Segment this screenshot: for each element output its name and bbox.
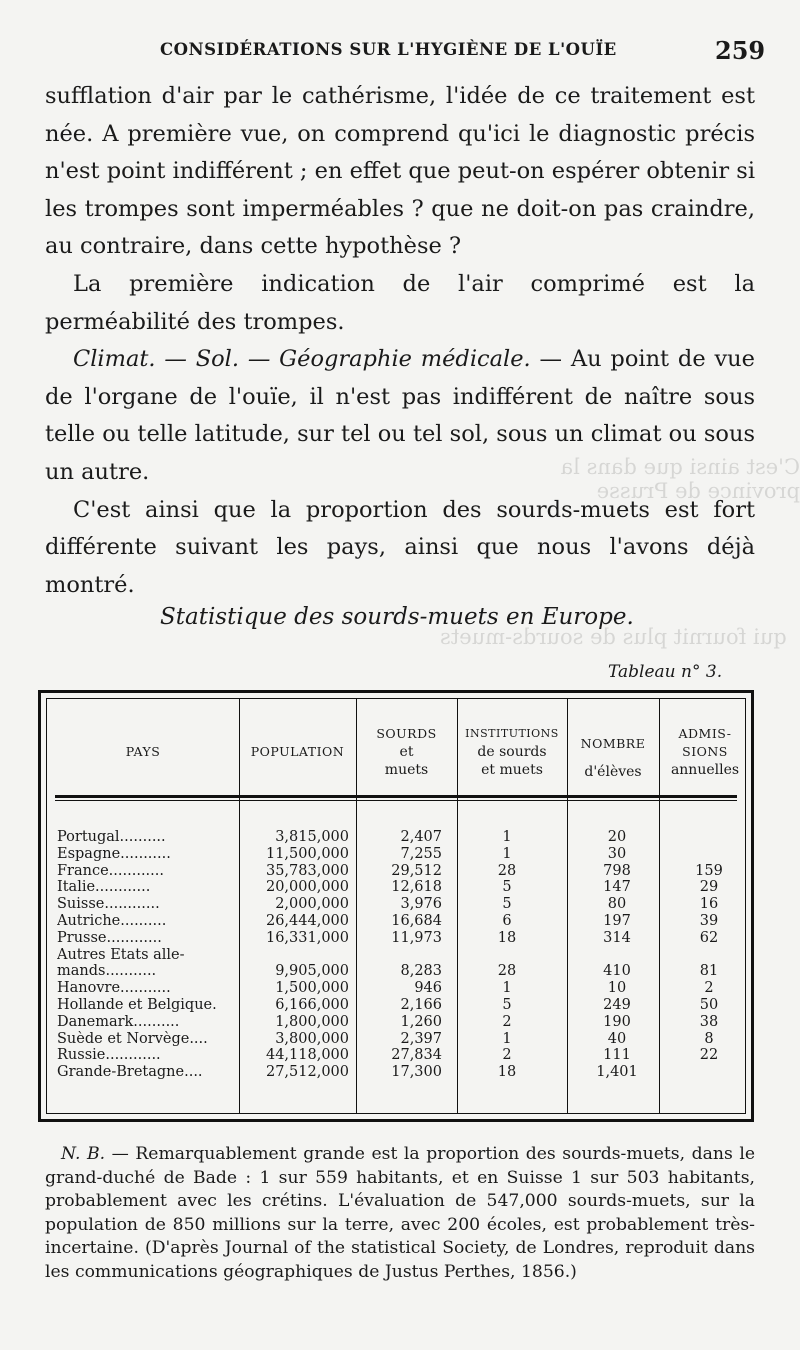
row-institutions: 1	[502, 845, 512, 862]
row-country: Suède et Norvège....	[57, 1030, 208, 1047]
row-institutions: 2	[502, 1047, 512, 1064]
row-sourds-muets: 1,260	[400, 1013, 442, 1030]
statistics-table	[38, 690, 754, 1122]
header-pays-text: PAYS	[125, 744, 161, 759]
header-sourds-muets	[356, 725, 457, 779]
row-institutions: 18	[497, 929, 517, 946]
row-admissions: 39	[699, 913, 719, 929]
row-population: 11,500,000	[265, 845, 349, 862]
row-institutions: 1	[502, 829, 512, 845]
header-institutions-line3: et muets	[481, 762, 543, 778]
row-eleves: 80	[607, 896, 627, 913]
table-row	[47, 997, 745, 1014]
paragraph-3-text: — Au point de vue de l'organe de l'ouïe, il n'est pas indifférent de naître sous telle ou telle latitude, sur tel ou tel sol, sous un climat ou sous un autre.	[45, 346, 755, 485]
row-country: Grande-Bretagne....	[57, 1064, 203, 1081]
row-country: Hollande et Belgique.	[57, 997, 217, 1013]
header-sourds-line2: et	[399, 744, 414, 760]
row-population: 20,000,000	[265, 879, 349, 896]
row-institutions: 1	[502, 980, 512, 997]
row-admissions: 22	[699, 1047, 719, 1064]
header-nombre-eleves	[567, 735, 659, 781]
row-sourds-muets: 12,618	[391, 879, 442, 896]
row-population: 1,500,000	[275, 980, 349, 997]
row-country: Autres États alle-	[57, 946, 185, 963]
row-population: 1,800,000	[275, 1013, 349, 1030]
row-sourds-muets: 2,166	[400, 997, 442, 1013]
row-eleves: 197	[603, 913, 631, 929]
row-institutions: 1	[502, 1030, 512, 1047]
row-population: 27,512,000	[265, 1064, 349, 1081]
row-institutions: 18	[497, 1064, 517, 1081]
table-row	[47, 1014, 745, 1031]
row-country: Espagne...........	[57, 845, 171, 862]
header-institutions	[457, 725, 567, 779]
header-sourds-line3: muets	[384, 762, 429, 778]
footnote-text: — Remarquablement grande est la proportion des sourds-muets, dans le grand-duché de Bade : 1 sur 559 habitants, et en Suisse 1 sur 503 habitants, probablement avec les crétins. L'évaluation de 547,000 sourds-muets, sur la population de 850 millions sur la terre, avec 200 écoles, est probablement très-incertaine. (D'après Journal of the statistical Society, de Londres, reproduit dans les communications géographiques de Justus Perthes, 1856.)	[45, 1144, 755, 1282]
paragraph-1: sufflation d'air par le cathérisme, l'idée de ce traitement est née. A première vue, on comprend qu'ici le diagnostic précis n'est point indifférent ; en effet que peut-on espérer obtenir si les trompes sont imperméables ? que ne doit-on pas craindre, au contraire, dans cette hypothèse ?	[45, 83, 756, 260]
row-population: 16,331,000	[265, 929, 349, 946]
header-admissions-line1: ADMIS-	[678, 726, 732, 741]
row-sourds-muets: 29,512	[391, 862, 442, 879]
row-sourds-muets: 27,834	[391, 1047, 442, 1064]
header-admissions-line2: SIONS	[682, 744, 728, 759]
table-row	[47, 980, 745, 997]
footnote-label: N. B.	[61, 1144, 106, 1164]
header-institutions-line1: INSTITUTIONS	[465, 727, 559, 740]
row-population: 44,118,000	[265, 1047, 349, 1064]
header-sourds-line1: SOURDS	[376, 726, 437, 741]
row-institutions: 5	[502, 896, 512, 913]
row-eleves: 40	[607, 1030, 627, 1047]
row-eleves: 1,401	[596, 1064, 638, 1081]
row-institutions: 2	[502, 1013, 512, 1030]
paragraph-4: C'est ainsi que la proportion des sourds-muets est fort différente suivant les pays, ainsi que nous l'avons déjà montré.	[45, 496, 755, 598]
row-population: 3,800,000	[275, 1030, 349, 1047]
row-population: 2,000,000	[275, 896, 349, 913]
page-number: 259	[715, 36, 766, 65]
header-title: CONSIDÉRATIONS SUR L'HYGIÈNE DE L'OUÏE	[160, 40, 617, 59]
section-heading: Climat. — Sol. — Géographie médicale.	[73, 346, 531, 373]
row-sourds-muets: 11,973	[391, 929, 442, 946]
row-country: Suisse............	[57, 896, 160, 913]
row-admissions: 81	[699, 963, 719, 980]
header-admissions-line3: annuelles	[670, 762, 740, 778]
row-eleves: 20	[607, 829, 627, 845]
row-country: Portugal..........	[57, 829, 166, 845]
running-header	[160, 36, 766, 66]
table-row	[47, 829, 745, 846]
row-institutions: 6	[502, 913, 512, 929]
table-row	[47, 1031, 745, 1048]
table-inner-border	[46, 698, 746, 1114]
row-country: Prusse............	[57, 929, 162, 946]
table-row	[47, 930, 745, 947]
row-eleves: 147	[603, 879, 631, 896]
row-admissions: 159	[695, 862, 723, 879]
row-country: Hanovre...........	[57, 980, 171, 997]
row-institutions: 5	[502, 879, 512, 896]
row-admissions: 16	[699, 896, 719, 913]
paragraph-2: La première indication de l'air comprimé est la perméabilité des trompes.	[45, 270, 755, 335]
row-sourds-muets: 2,407	[400, 829, 442, 845]
row-country: France............	[57, 862, 164, 879]
header-admissions	[659, 725, 751, 779]
header-population	[239, 743, 356, 761]
row-sourds-muets: 17,300	[391, 1064, 442, 1081]
footnote-paragraph	[45, 1143, 755, 1285]
header-pays	[47, 743, 239, 761]
row-eleves: 249	[603, 997, 631, 1013]
table-row	[47, 846, 745, 863]
header-nombre-line2: d'élèves	[584, 764, 642, 780]
table-row	[47, 963, 745, 980]
row-eleves: 410	[603, 963, 631, 980]
bleed-through-text: qui fournit plus de sourds-muets	[440, 625, 787, 649]
table-row	[47, 879, 745, 896]
table-row	[47, 1047, 745, 1064]
table-row	[47, 896, 745, 913]
row-admissions: 29	[699, 879, 719, 896]
row-institutions: 28	[497, 963, 517, 980]
table-row	[47, 947, 745, 964]
header-rule-thin	[55, 800, 737, 801]
row-population: 9,905,000	[275, 963, 349, 980]
header-institutions-line2: de sourds	[477, 744, 547, 760]
row-admissions: 2	[704, 980, 714, 997]
row-admissions: 62	[699, 929, 719, 946]
header-population-text: POPULATION	[250, 744, 345, 759]
row-institutions: 28	[497, 862, 517, 879]
row-sourds-muets: 3,976	[400, 896, 442, 913]
bleed-through-text: C'est ainsi que dans la province de Prusse	[560, 455, 800, 503]
row-eleves: 10	[607, 980, 627, 997]
row-population: 3,815,000	[275, 829, 349, 845]
row-population: 35,783,000	[265, 862, 349, 879]
header-rule	[55, 795, 737, 798]
row-sourds-muets: 2,397	[400, 1030, 442, 1047]
row-eleves: 111	[603, 1047, 631, 1064]
row-eleves: 314	[603, 929, 631, 946]
row-eleves: 798	[603, 862, 631, 879]
row-country: Russie............	[57, 1047, 161, 1064]
body-text	[45, 78, 755, 604]
table-row	[47, 913, 745, 930]
table-row	[47, 863, 745, 880]
row-sourds-muets: 946	[414, 980, 442, 997]
table-number-label: Tableau n° 3.	[608, 662, 723, 682]
row-country: Autriche..........	[57, 913, 167, 929]
row-admissions: 38	[699, 1013, 719, 1030]
row-population: 26,444,000	[265, 913, 349, 929]
table-caption: Statistique des sourds-muets en Europe.	[160, 604, 634, 630]
row-country: Danemark..........	[57, 1013, 180, 1030]
row-sourds-muets: 16,684	[391, 913, 442, 929]
paragraph-3	[45, 341, 755, 491]
table-row	[47, 1064, 745, 1081]
row-sourds-muets: 8,283	[400, 963, 442, 980]
row-admissions: 50	[699, 997, 719, 1013]
row-eleves: 30	[607, 845, 627, 862]
header-nombre-line1: NOMBRE	[580, 736, 646, 751]
row-eleves: 190	[603, 1013, 631, 1030]
row-admissions: 8	[704, 1030, 714, 1047]
footnote	[45, 1143, 755, 1285]
row-country: Italie............	[57, 879, 151, 896]
row-population: 6,166,000	[275, 997, 349, 1013]
row-institutions: 5	[502, 997, 512, 1013]
row-country: mands...........	[57, 963, 157, 980]
row-sourds-muets: 7,255	[400, 845, 442, 862]
